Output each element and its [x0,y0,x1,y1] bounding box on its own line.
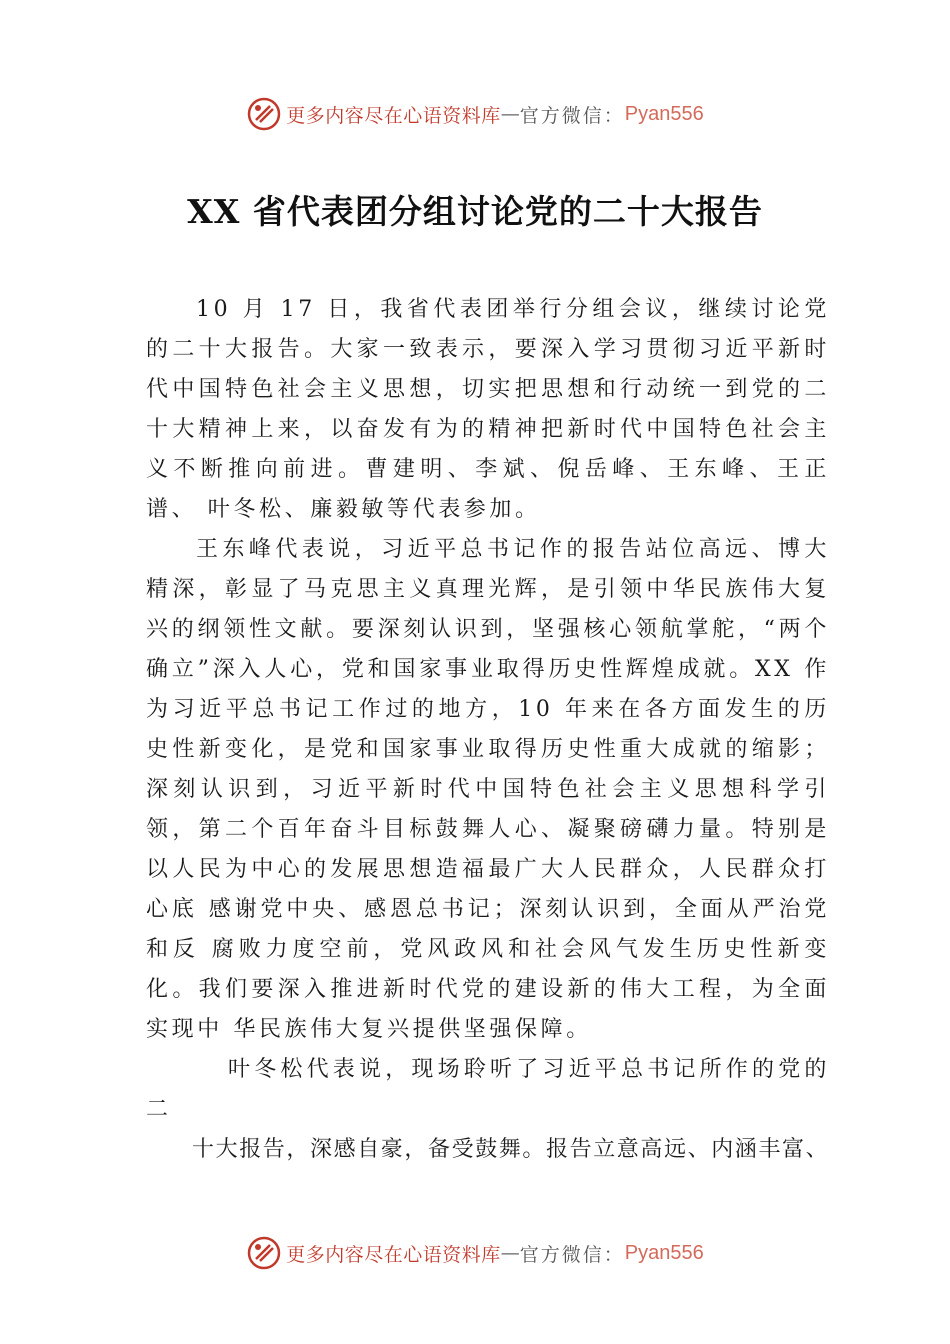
paragraph [146,1050,830,1170]
paragraph: 10 月 17 日，我省代表团举行分组会议，继续讨论党的二十大报告。大家一致表示，要深入学习贯彻习近平新时代中国特色社会主义思想，切实把思想和行动统一到党的二十大精神上来，以奋发有为的精神把新时代中国特色社会主义不断推向前进。曹建明、李斌、倪岳峰、王东峰、王正谱、 叶冬松、廉毅敏等代表参加。 [146,297,830,522]
banner-separator: — [500,1242,520,1264]
paragraph-line: 十大报告，深感自豪，备受鼓舞。报告立意高远、内涵丰富、 [192,1137,830,1162]
seal-logo-icon [246,1235,282,1271]
library-name: 更多内容尽在心语资料库 [286,104,501,127]
wechat-id: Pyan556 [624,1241,704,1264]
document-title: XX 省代表团分组讨论党的二十大报告 [187,192,763,231]
document-body [146,290,830,1170]
footer-banner [0,1233,950,1273]
library-name: 更多内容尽在心语资料库 [286,1243,501,1266]
paragraph: 王东峰代表说，习近平总书记作的报告站位高远、博大精深，彰显了马克思主义真理光辉，是引领中华民族伟大复兴的纲领性文献。要深刻认识到，坚强核心领航掌舵，“两个确立”深入人心，党和国家事业取得历史性辉煌成就。XX 作为习近平总书记工作过的地方，10 年来在各方面发生的历史性新变化，是党和国家事业取得历史性重大成就的缩影； 深刻认识到，习近平新时代中国特色社会主义思想科学引领，第二个百年奋斗目标鼓舞人心、凝聚磅礴力量。特别是以人民为中心的发展思想造福最广大人民群众，人民群众打心底 感谢党中央、感恩总书记；深刻认识到，全面从严治党和反 腐败力度空前，党风政风和社会风气发生历史性新变化。我们要深入推进新时代党的建设新的伟大工程，为全面实现中 华民族伟大复兴提供坚强保障。 [146,537,830,1042]
paragraph-line: 叶冬松代表说，现场聆听了习近平总书记所作的党的二 [146,1057,830,1122]
seal-logo-icon [246,96,282,132]
wechat-id: Pyan556 [624,102,704,125]
banner-separator: — [500,103,520,125]
header-banner [0,94,950,134]
official-wechat-label: 官方微信： [519,104,625,127]
official-wechat-label: 官方微信： [519,1243,625,1266]
